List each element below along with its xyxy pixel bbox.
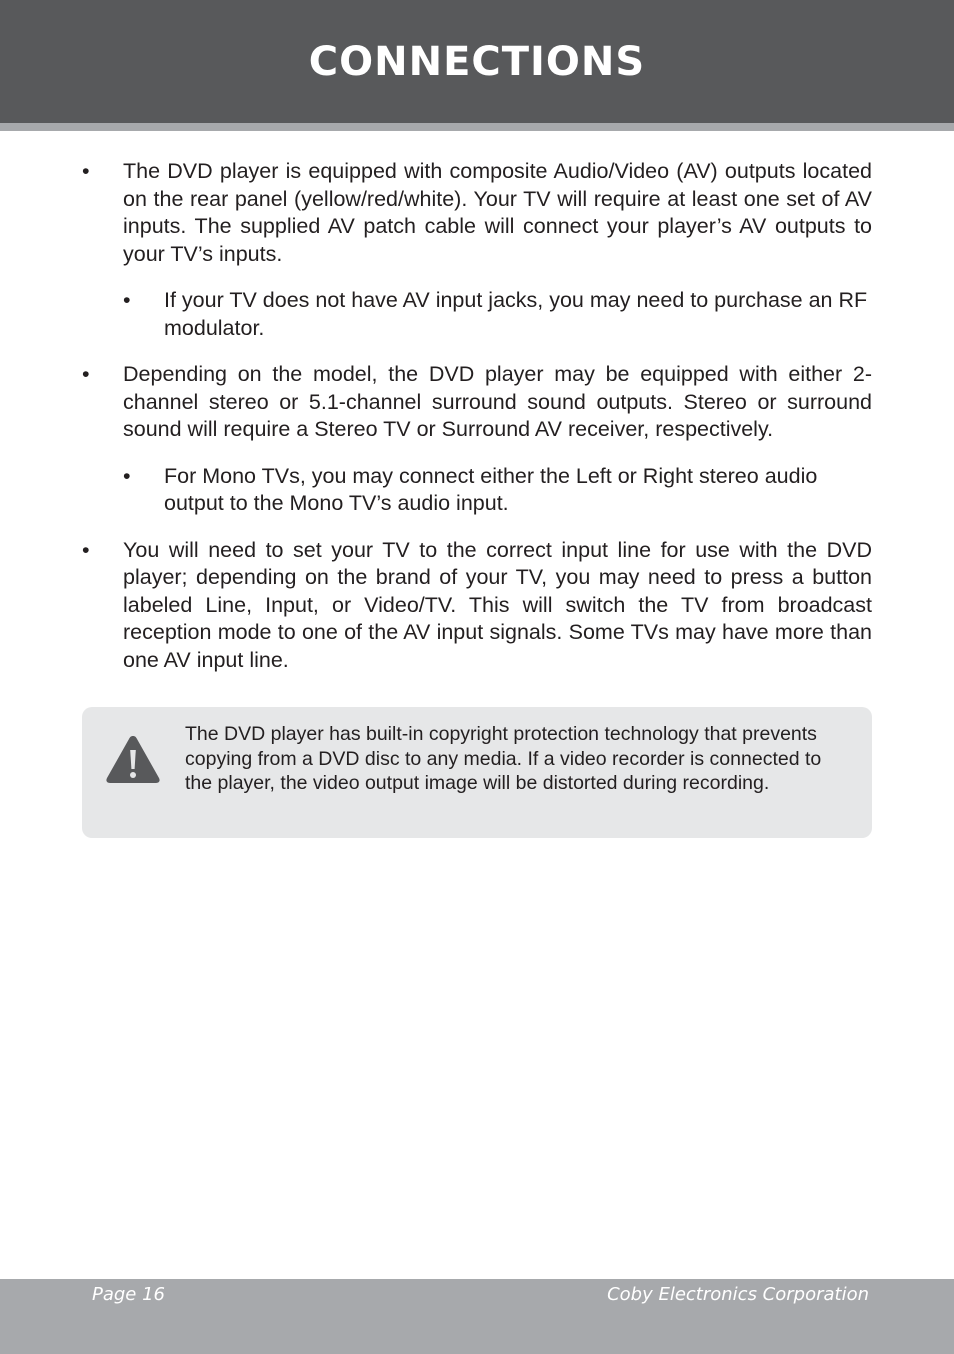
sub-bullet-item-1	[82, 287, 872, 342]
page-title: CONNECTIONS	[308, 39, 646, 85]
main-content	[82, 158, 872, 693]
bullet-text: You will need to set your TV to the correct input line for use with the DVD player; depending on the brand of your TV, you may need to press a button labeled Line, Input, or Video/TV. This will switch the TV from broadcast reception mode to one of the AV input signals. Some TVs may have more than one AV input line.	[123, 537, 872, 672]
bullet-text: If your TV does not have AV input jacks, you may need to purchase an RF modulator.	[164, 288, 868, 340]
bullet-marker: •	[123, 463, 131, 488]
copyright-note	[82, 707, 872, 838]
bullet-text: The DVD player is equipped with composite Audio/Video (AV) outputs located on the rear panel (yellow/red/white). Your TV will require at least one set of AV inputs. The supplied AV patch cable will connect your player’s AV outputs to your TV’s inputs.	[123, 159, 872, 266]
page-number: Page 16	[92, 1284, 166, 1305]
header-divider	[0, 123, 954, 131]
bullet-marker: •	[123, 288, 131, 312]
bullet-marker: •	[82, 362, 90, 386]
bullet-marker: •	[82, 159, 90, 183]
sub-bullet-item-2	[82, 463, 872, 518]
bullet-text: Depending on the model, the DVD player may be equipped with either 2-channel stereo or 5.1-channel surround sound outputs. Stereo or surround sound will require a Stereo TV or Surround AV receiver, respectively.	[123, 362, 872, 441]
bullet-item-3	[82, 537, 872, 675]
bullet-text: For Mono TVs, you may connect either the Left or Right stereo audio output to the Mono TV’s audio input.	[164, 463, 818, 515]
bullet-item-2	[82, 361, 872, 444]
company-name: Coby Electronics Corporation	[607, 1284, 869, 1305]
note-text: The DVD player has built-in copyright protection technology that prevents copying from a DVD disc to any media. If a video recorder is connected to the player, the video output image will be distorted during recording.	[185, 723, 822, 794]
warning-icon	[104, 733, 162, 785]
bullet-item-1	[82, 158, 872, 268]
bullet-marker: •	[82, 537, 90, 562]
